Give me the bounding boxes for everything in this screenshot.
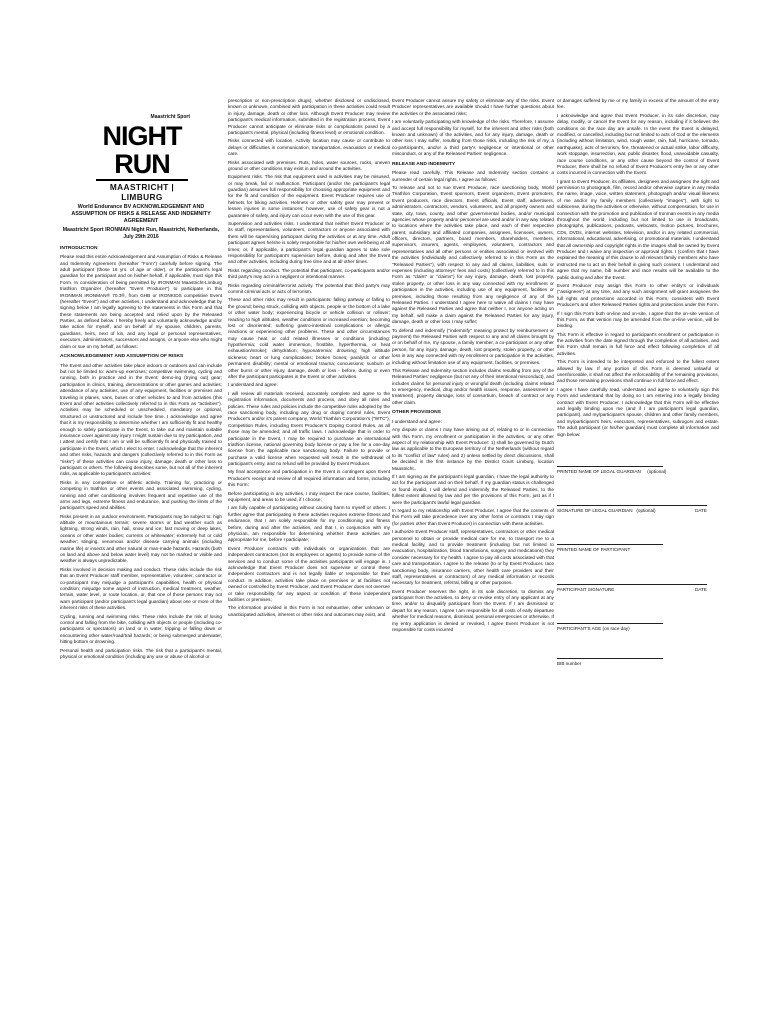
signature-block (557, 440, 719, 667)
paragraph: I will review all materials received, accurately complete and agree to the registration information, documents and process, and obey all rules and policies. These rules and policies include the competitive rules adopted by the race sanctioning body, including any drug or doping control rules, Event Producer's and/or it's parent company, World Triathlon Corporation's ("WTC"), Competition Rules, including Event Producer's Doping Control Rules, as all those may be amended; and all traffic laws. I acknowledge that in order to participate in the Event, I may be required to purchase an international triathlon license, national governing body license or pay a fee for a one-day license from the applicable race sanctioning body. Failure to provide or purchase a valid license when requested will result in the withdrawal of participant's entry, and no refund will be provided by Event Producer. (228, 390, 390, 467)
guardian-signature-line[interactable] (557, 505, 707, 506)
column-1 (60, 96, 222, 1002)
column-4-body (557, 98, 719, 438)
participant-name-label: PRINTED NAME OF PARTICIPANT (557, 547, 631, 553)
bib-number-line[interactable] (557, 658, 663, 659)
date-label-1: DATE (695, 508, 707, 514)
paragraph: I understand and agree: (228, 382, 278, 388)
paragraph: To defend and indemnify ("indemnify" meaning protect by reimbursement or payment) the Released Parties with respect to any and all claims brought by or on behalf of me, my spouse, a family member, a co-participant or any other person, for any injury, damage, death, lost property, stolen property, or other loss in any way connected with my enrollment or participation in the activities, including without limitation use of any equipment, facilities, or premises. (392, 327, 554, 365)
paragraph: To release and not to sue Event Producer, race sanctioning body, World Triathlon Corporation, Event sponsors, Event organizers, Event promoters, Event producers, race directors, Event officials, Event staff, advertisers, administrators, contractors, vendors, volunteers, and all property owners and state, city, town, county, and other governmental bodies, and/or municipal agencies whose property and/or personnel are used and/or in any way related to locations where the activities take place, and each of their respective parent, subsidiary and affiliated companies, assignees, licensees, owners, officers, directors, partners, board members, shareholders, members, supervisors, insurers, agents, employees, volunteers, contractors and representatives and all other persons or entities associated or involved with the activities (individually and collectively referred to in this Form as the "Released Parties"), with respect to any and all claims, liabilities, suits or expenses (including attorneys' fees and costs) (collectively referred to in this Form as "claim" or "claims") for any injury, damage, death, lost property, stolen property, or other loss in any way connected with my enrollment or participation in the activities, including use of any equipment, facilities or premises, including those resulting from any negligence of any of the Released Parties. I understand I agree here to waive all claims I may have against the Released Parties and agree that neither I, nor anyone acting on my behalf, will make a claim against the Released Parties for any injury, damage, death or other loss I may suffer; (392, 184, 554, 325)
column-1-body (60, 246, 222, 661)
paragraph: Risks connected with location. Activity location may cause or contribute to delays or difficulties in communication, transportation, evacuation or medical care. (228, 138, 390, 157)
paragraph: I am fully capable of participating without causing harm to myself or others. I further agree that participating in these activities requires extreme fitness and endurance, that I am solely responsible for my conditioning and fitness before, during and after the activities, and that I, in conjunction with my physician, am responsible for determining whether these activities are appropriate for me, before I participate; (228, 505, 390, 543)
paragraph: Risks regarding criminal/terrorist activity. The potential that third party's may commit criminal acts or acts of terrorism. (228, 282, 390, 294)
paragraph: This Release and Indemnity section includes claims resulting from any of the Released Parties' negligence (but not any of their intentional misconduct), and includes claims for personal injury or wrongful death (including claims related to emergency, medical, drug and/or health issues, response, assessment or treatment), property damage, loss of consortium, breach of contract or any other claim. (392, 367, 554, 405)
date-label-2: DATE (695, 586, 707, 592)
participant-age-label: PARTICIPANT'S AGE (on race day) (557, 625, 630, 631)
paragraph: Risks in any competitive or athletic activity. Training for, practicing or competing in triathlon or other events and associated swimming, cycling, running and other conditioning involves frequent and repetitive use of the arms and legs, extreme fitness and endurance, and pushing the limits of the participant's speed and abilities. (60, 479, 222, 511)
paragraph: Please read carefully. This Release and Indemnity section contains a surrender of certain legal rights. I agree as follows: (392, 170, 554, 182)
participant-signature-label: PARTICIPANT SIGNATURE (557, 586, 615, 592)
column-4 (557, 98, 719, 1004)
paragraph: I acknowledge and agree that Event Producer, in its sole discretion, may delay, modify, or cancel the Event for any reason, including if it believes the conditions on the race day are unsafe. In the event the Event is delayed, modified, or cancelled, including but not limited to acts of God or the elements (including without limitation, wind, rough water, rain, hail, hurricane, tornado, earthquake), acts of terrorism, fire, threatened or actual strike, labor difficulty, work stoppage, insurrection, war, public disaster, flood, unavoidable casualty, race course conditions, or any other cause beyond the control of Event Producer, there shall be no refund of Event Producer's entry fee or any other costs incurred in connection with the Event. (557, 112, 719, 176)
paragraph: In regard to my relationship with Event Producer, I agree that the contents of this Form will take precedence over any other forms or contracts I may sign (for parties other than Event Producer) in connection with these activities. (392, 508, 554, 526)
paragraph: These and other risks may result in participants: falling partway or falling to the ground; being struck, colliding with objects, people or the bottom of a lake or other water body; experiencing bicycle or vehicle collision or rollover; reacting to high altitudes, weather conditions or increased exertion; becoming lost or disoriented; suffering gastro-intestinal complications or allergic reactions or experiencing other problems. These and other circumstances may cause heat or cold related illnesses or conditions (including: hypothermia; cold water immersion, frostbite, hyperthermia, or heat exhaustion/stroke); dehydration; hyponatremia; drowning; high altitude sickness; heart or lung complications; broken bones; paralysis or other permanent disability; mental or emotional trauma; concussions; sunburn or other burns or other injury, damage, death or loss - before, during or even after the participant participates in the Event or other activities. (228, 297, 390, 380)
column-2-body (228, 98, 390, 618)
paragraph: The Event and other activities take place indoors or outdoors and can include but not be limited to: warm-up exercises; competitive swimming, cycling and running, both in practice and in the Event; demo-ing (trying out) gear; participation in clinics, training, demonstrations or other games and activities; attendance of any activities, use of any equipment, facilities or premises and traveling in planes, vans, buses or other vehicles to and from activities (this Event and other activities collectively referred to in this Form as "activities"). Activities may be scheduled or unscheduled, mandatory or optional, structured or unstructured and include free time. I acknowledge and agree that it is my responsibility to determine whether I am sufficiently fit and healthy enough to safely participate in the Event, to take out and maintain suitable insurance cover against any injury I might sustain due to my participation, and I attest and certify that I am or will be sufficiently fit and physically trained to participate in the Event, which I elect to enter. I acknowledge that the inherent and other risks, hazards and dangers (collectively referred to in this Form as "risks") of these activities can cause injury, damage, death or other loss to participant or others. The following describes some, but not all of the inherent risks, as applicable to participant's activities: (60, 362, 222, 477)
logo-sport-text: Maastricht Sport (150, 114, 190, 120)
paragraph: Please read this entire Acknowledgement and Assumption of Risks & Release and Indemnity Agreement (hereafter "Form") carefully before signing. The adult participant (those 18 yrs. of age or older), or the participant's legal guardian for the participant and on his/her behalf, if applicable, must sign this Form. In consideration of being permitted by IRONMAN Maastricht-Limburg triathlon Organizer (hereafter "Event Producer") to participate in this IRONMAN IRONMAN® 70.3®, from GHB or IRONKIDS competitive Event (hereafter "Event") and other activities, I understand and acknowledge that by signing below I am legally agreeing to the statements in this Form and that these statements are being accepted and relied upon by the Released Parties, as defined below. I hereby freely and voluntarily acknowledge and/or take action for myself, and on behalf of my spouse, children, parents, guardians, heirs, next of kin, and any legal or personal representatives, executors, administrators, successors and assigns, or anyone else who might claim or sue on my behalf, as follows: (60, 254, 222, 349)
paragraph: Risks involved in decision making and conduct. These risks include the risk that an Event Producer staff member, representative, volunteer, contractor or co-participant may misjudge a participant's capabilities, health or physical condition; misjudge some aspect of instruction, medical treatment, weather, terrain, water level, or route location, or, that one of those persons may not warn participant (and/or participant's legal guardian) about one or more of the inherent risks of these activities. (60, 566, 222, 611)
paragraph: Cycling, running and swimming risks. These risks include the risk of losing control and falling from the bike, colliding with objects or people (including co-participants or spectators) on land or in water, tripping or falling down or encountering other water/road/trail hazards; or being submerged underwater, hitting bottom or drowning. (60, 613, 222, 645)
guardian-name-line[interactable] (557, 466, 663, 467)
paragraph: My final acceptance and participation in the Event is contingent upon Event Producer's receipt and review of all required information and forms, including this Form; (228, 469, 390, 488)
paragraph: Event Producer contracts with individuals or organizations that are independent contractors (not its employees or agents) to provide some of the services and to conduct some of the activities participants will engage in. I acknowledge that Event Producer does not supervise or control these independent contractors and is not legally liable or responsible for their conduct. In addition, activities take place on premises or at facilities not owned or controlled by Event Producer, and Event Producer does not oversee or take responsibility for any aspect or condition of these independent facilities or premises; (228, 545, 390, 602)
logo-city-text: MAASTRICHT | LIMBURG (109, 182, 175, 202)
paragraph: This Form is intended to be interpreted and enforced to the fullest extent allowed by law. If any portion of this Form is deemed unlawful or unenforceable, it shall not affect the enforceability of the remaining provisions, and those remaining provisions shall continue in full force and effect. (557, 359, 719, 384)
paragraph: Risks associated with premises. Ruts, holes, water sources, rocks, uneven ground or other conditions may exist in and around the activities. (228, 159, 390, 171)
paragraph: I am voluntarily participating with knowledge of the risks. Therefore, I assume and accept full responsibility for myself, for the inherent and other risks (both known and unknown) of the activities, and for any injury, damage, death or other loss I may suffer, resulting from those risks, including the risk of my, a co-participant's, and/or a third party's negligence or intentional or other misconduct, or any of the Released Parties' negligence. (392, 119, 554, 157)
paragraph: Risks present in an outdoor environment. Participants may be subject to: high altitude or mountainous terrain; severe storms or bad weather such as lightning, strong winds, rain, hail, snow and ice; fast moving or deep lakes, oceans or other water bodies; currents or whitewater; extremely hot or cold weather; stinging, venomous and/or disease carrying animals (including marine life) or insects and other natural or man-made hazards. Hazards (both on land and above and below water level) may not be marked or visible and weather is always unpredictable. (60, 513, 222, 564)
paragraph: Risks regarding conduct. The potential that participant, co-participants and/or third party's may act in a negligent or intentional manner. (228, 267, 390, 280)
paragraph: or damages suffered by me or my family in excess of the amount of the entry fee. (557, 98, 719, 110)
paragraph: I authorize Event Producer staff, representatives, contractors or other medical personnel to obtain or provide medical care for me, to transport me to a medical facility, and to provide treatment (including but not limited to evacuation, hospitalization, blood transfusions, surgery and medications) they consider necessary for my health. I agree to pay all costs associated with that care and transportation. I agree to the release (to or by Event Producer, race sanctioning body, insurance carriers, other health care providers and their staff, representatives or contractors) of any medical information or records necessary for treatment, referral, billing or other purposes. (392, 529, 554, 586)
section-heading: OTHER PROVISIONS (392, 410, 441, 416)
paragraph: Supervision and activities risks. I understand that neither Event Producer or its staff, representatives, volunteers, contractors or anyone associated with them will be supervising participant during the activities or at any time. Adult participant agrees he/she is solely responsible for his/her own well-being at all times; or, if applicable, a participant's legal guardian agrees to take sole responsibility for participant's supervision before, during and after the Event and other activities, including during free time and at all other times. (228, 221, 390, 265)
paragraph: If I sign this Form both on-line and on-site, I agree that the on-site version of this Form, as that version may be amended from the on-line version, will be binding. (557, 310, 719, 329)
participant-name-line[interactable] (557, 544, 663, 545)
guardian-signature-label: SIGNATURE OF LEGAL GUARDIAN (optional) (557, 508, 656, 514)
column-2 (228, 98, 390, 1004)
section-heading: RELEASE AND INDEMNITY (392, 161, 456, 167)
paragraph: I agree I have carefully read, understand and agree to voluntarily sign this Form and understand that by doing so I am entering into a legally binding contract with Event Producer. I acknowledge that this Form will be effective and legally binding upon me (and if I am participant's legal guardian, participant), and my/participant's spouse, children and other family members, and my/participant's heirs, executors, representatives, subrogors and estate. The adult participant (or his/her guardian) must complete all information and sign below: (557, 386, 719, 437)
bib-number-label: BIB number (557, 661, 582, 667)
paragraph: I grant to Event Producer, its affiliates, designees and assignees the right and permission to photograph, film, record and/or otherwise capture in any media the name, image, voice, written statement, photograph and/or visual likeness of me and/or my family members (collectively "images"), with right to sublicense, during the activities or otherwise, without compensation, for use in connection with the promotion and publication of Ironman events in any media throughout the world, including but not limited to use in broadcasts, photographs, publications, podcasts, webcasts, motion pictures, brochures, CDs, DVDs, internet websites, television, and/or in any related commercial, informational, educational, advertising, or promotional materials. I understand that all ownership and copyright rights in the images shall be owned by Event Producer and I waive any inspection or approval rights. I (confirm that I have explained the meaning of this clause to all relevant family members who have instructed me to act on their behalf in giving such consent. I understand and agree that my name, bib number and race results will be available to the public during and after the Event. (557, 178, 719, 280)
guardian-name-label: PRINTED NAME OF LEGAL GUARDIAN (optional) (557, 468, 667, 474)
paragraph: Event Producer reserves the right, in its sole discretion, to dismiss any participant from the activities, to deny or revoke entry of any applicant at any time, and/or to disqualify participant from the Event. If I am dismissed or depart for any reason, I agree I am responsible for all costs of early departure whether for medical reasons, dismissal, personal emergencies or otherwise. If my entry application is denied or revoked, I agree Event Producer is not responsible for costs incurred (392, 588, 554, 633)
paragraph: Before participating in any activities, I may inspect the race course, facilities, equipment, and areas to be used, if I choose; (228, 490, 390, 503)
document-title: World Endurance BV ACKNOWLEDGEMENT AND ASSUMPTION OF RISKS & RELEASE AND INDEMNITY AGREEMENT (71, 204, 211, 225)
logo-space (60, 96, 222, 204)
paragraph: prescription or non-prescription drugs), whether disclosed or undisclosed, known or unknown, combined with participation in these activities could result in injury, damage, death or other loss. Although Event Producer may review participant's medical information, submitted in the registration process, Event Producer cannot anticipate or eliminate risks or complications posed by a participant's mental, physical (including fitness level) or emotional condition. (228, 98, 390, 135)
paragraph: Event Producer cannot assure my safety or eliminate any of the risks. Event Producer representatives are available should I have further questions about the activities or the associated risks; (392, 98, 554, 116)
participant-age-line[interactable] (557, 623, 663, 624)
column-3-body (392, 98, 554, 633)
column-3 (392, 98, 554, 1004)
paragraph: If I am signing as the participant's legal guardian, I have the legal authority to act for the participant and on their behalf. If my guardian status is challenged or found invalid, I will defend and indemnify the Released Parties, to the fullest extent allowed by law and per the provisions of this Form, just as if I were the participant's lawful legal guardian. (392, 474, 554, 505)
paragraph: This Form is effective in regard to participant's enrollment or participation in the activities from the date signed through the completion of all activities, and this Form shall remain in full force and effect following completion of all activities. (557, 331, 719, 356)
paragraph: Equipment risks. The risk that equipment used in activities may be misused, or may break, fail or malfunction. Participant (and/or the participant's legal guardian) assumes full responsibility for choosing appropriate equipment and for the fit and condition of the equipment. Event Producer requires use of helmets for biking activities. Helmets or other safety gear may prevent or lessen injuries in some instances; however, use of safety gear is not a guarantee of safety, and injury can occur even with the use of this gear. (228, 174, 390, 218)
paragraph: The information provided in this Form is not exhaustive, other unknown or unanticipated activities, inherent or other risks and outcomes may exist, and (228, 605, 390, 617)
paragraph: Personal health and participation risks. The risk that a participant's mental, physical or emotional condition (including any use or abuse of alcohol or (60, 647, 222, 659)
section-heading: ACKNOWLEDGEMENT AND ASSUMPTION OF RISKS (60, 354, 184, 360)
participant-signature-line[interactable] (557, 584, 707, 585)
document-subtitle: Maastricht Sport IRONMAN Night Run, Maastricht, Netherlands, July 29th 2016 (62, 227, 220, 241)
paragraph: Event Producer may assign this Form to other entity's or individuals ("assignees") at any time, and any such assignment will grant assignees the full rights and protections accorded in this Form, consistent with Event Producer's and other Released Parties rights and protections under this Form. (557, 282, 719, 308)
section-heading: INTRODUCTION (60, 245, 98, 251)
paragraph: Any dispute or claims I may have arising out of, relating to or in connection with this Form, my enrollment or participation in the activities, or any other aspect of my relationship with Event Producer: 1) shall be governed by Dutch law as applicable to the European territory of the Netherlands (without regard to its "conflict of law" rules) and 2) unless settled by direct discussions, shall be decided in the first instance by the District Court Limburg, location Maastricht.. (392, 427, 554, 471)
paragraph: I understand and agree: (392, 418, 442, 424)
logo-wordmark: NIGHT RUN (102, 121, 182, 179)
